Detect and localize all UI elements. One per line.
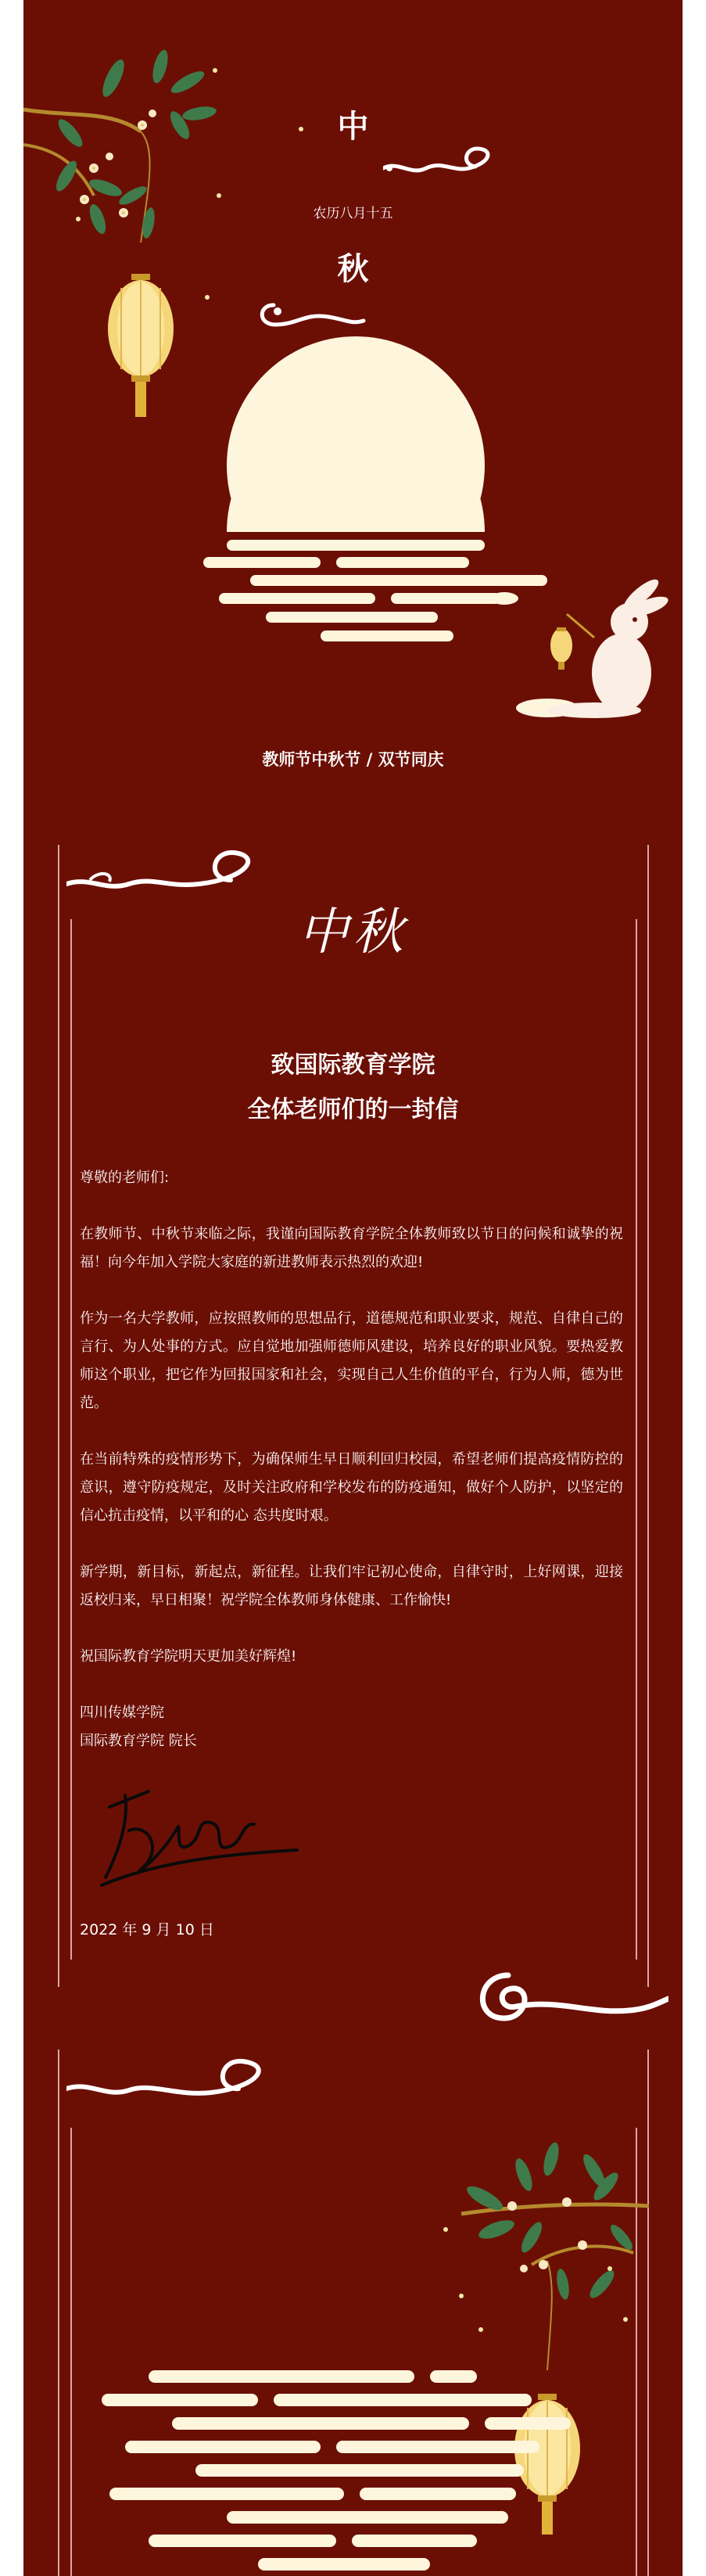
hero-char-bottom: 秋 <box>337 251 369 287</box>
letter-greeting: 尊敬的老师们: <box>80 1169 170 1186</box>
lantern-icon <box>108 274 174 417</box>
letter-body <box>80 1164 623 1755</box>
lunar-date: 农历八月十五 <box>313 206 393 221</box>
star-icon <box>289 117 313 141</box>
letter-paragraph-3: 在当前特殊的疫情形势下，为确保师生早日顺利回归校园，希望老师们提高疫情防控的意识，遵守防疫规定，及时关注政府和学校发布的防疫通知，做好个人防护，以坚定的信心抗击疫情，以平和的心 态共度时艰。 <box>80 1451 623 1524</box>
letter-paragraph-1: 在教师节、中秋节来临之际，我谨向国际教育学院全体教师致以节日的问候和诚挚的祝福！向今年加入学院大家庭的新进教师表示热烈的欢迎! <box>80 1226 623 1270</box>
letter-paragraph-2: 作为一名大学教师，应按照教师的思想品行，道德规范和职业要求，规范、自律自己的言行、为人处事的方式。应自觉地加强师德师风建设，培养良好的职业风貌。要热爱教师这个职业，把它作为回报国家和社会，实现自己人生价值的平台，行为人师，德为世范。 <box>80 1310 623 1411</box>
cloud-swirl-icon <box>383 145 500 184</box>
signature-icon <box>94 1776 305 1893</box>
letter-position: 国际教育学院 院长 <box>80 1733 197 1749</box>
osmanthus-branch-icon <box>23 39 227 446</box>
greeting-page <box>23 0 683 2576</box>
cloud-swirl-icon <box>258 289 367 336</box>
letter-paragraph-5: 祝国际教育学院明天更加美好辉煌! <box>80 1648 297 1665</box>
rabbit-icon <box>493 579 672 720</box>
hero-subtitle: 教师节中秋节 / 双节同庆 <box>262 750 444 769</box>
cloud-swirl-icon <box>457 1963 668 2030</box>
hero-char-top: 中 <box>337 109 369 145</box>
frame-line-left-outer <box>58 845 59 1987</box>
letter-date: 2022 年 9 月 10 日 <box>80 1921 214 1938</box>
cloud-stripes-icon <box>102 2362 586 2576</box>
frame-line-left-inner-2 <box>70 2128 72 2576</box>
frame-line-right-outer <box>647 845 649 1987</box>
letter-title-line2: 全体老师们的一封信 <box>247 1096 459 1123</box>
letter-org: 四川传媒学院 <box>80 1705 164 1721</box>
calligraphy-heading: 中秋 <box>298 904 408 961</box>
letter-title-line1: 致国际教育学院 <box>271 1051 435 1079</box>
cloud-swirl-icon <box>66 2057 278 2120</box>
letter-paragraph-4: 新学期，新目标，新起点，新征程。让我们牢记初心使命，自律守时，上好网课，迎接返校归来，早日相聚！祝学院全体教师身体健康、工作愉快! <box>80 1564 623 1608</box>
frame-line-left-outer-2 <box>58 2050 59 2576</box>
